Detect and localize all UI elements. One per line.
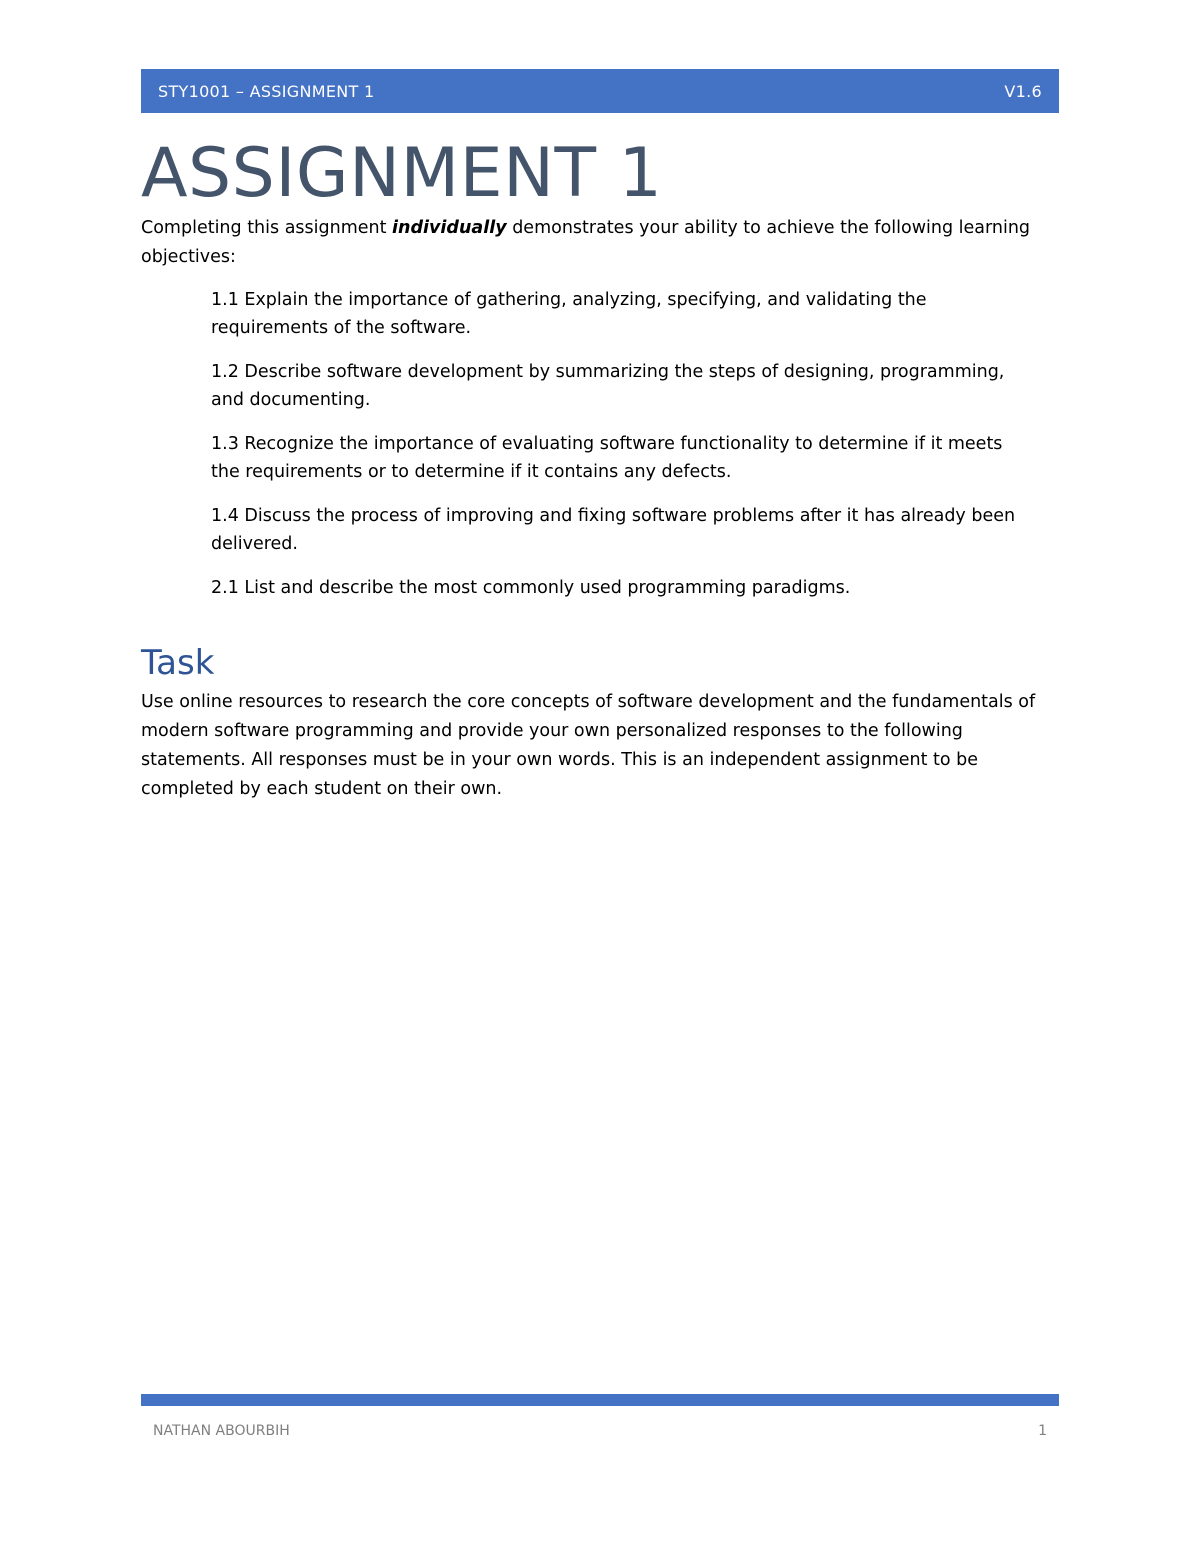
objective-item: 1.1 Explain the importance of gathering, analyzing, specifying, and validating the requirements of the software. [211,290,927,338]
intro-text-end: demonstrates your ability to achieve the following learning objectives: [141,218,1031,267]
header-course-label: STY1001 – ASSIGNMENT 1 [158,81,375,101]
footer-author: NATHAN ABOURBIH [153,1423,290,1439]
task-paragraph: Use online resources to research the core concepts of software development and the fundamentals of modern software programming and provide your own personalized responses to the following statements. All responses must be in your own words. This is an independent assignment to be completed by each student on their own. [141,692,1036,799]
objective-item: 1.2 Describe software development by summarizing the steps of designing, programming, and documenting. [211,362,1005,410]
footer-divider [141,1394,1059,1406]
learning-objectives-list [211,286,1021,618]
footer-page-number: 1 [1038,1423,1047,1439]
document-title: ASSIGNMENT 1 [141,134,663,213]
intro-emphasis: individually [392,218,507,238]
intro-text-start: Completing this assignment [141,218,393,238]
page-header-bar [141,69,1059,113]
objective-item: 1.4 Discuss the process of improving and fixing software problems after it has already been delivered. [211,506,1016,554]
objective-item: 2.1 List and describe the most commonly used programming paradigms. [211,578,851,598]
page-footer [141,1419,1059,1443]
task-heading: Task [141,643,215,683]
header-version-label: V1.6 [1004,81,1042,101]
intro-paragraph [141,214,1041,271]
objective-item: 1.3 Recognize the importance of evaluating software functionality to determine if it meets the requirements or to determine if it contains any defects. [211,434,1003,482]
